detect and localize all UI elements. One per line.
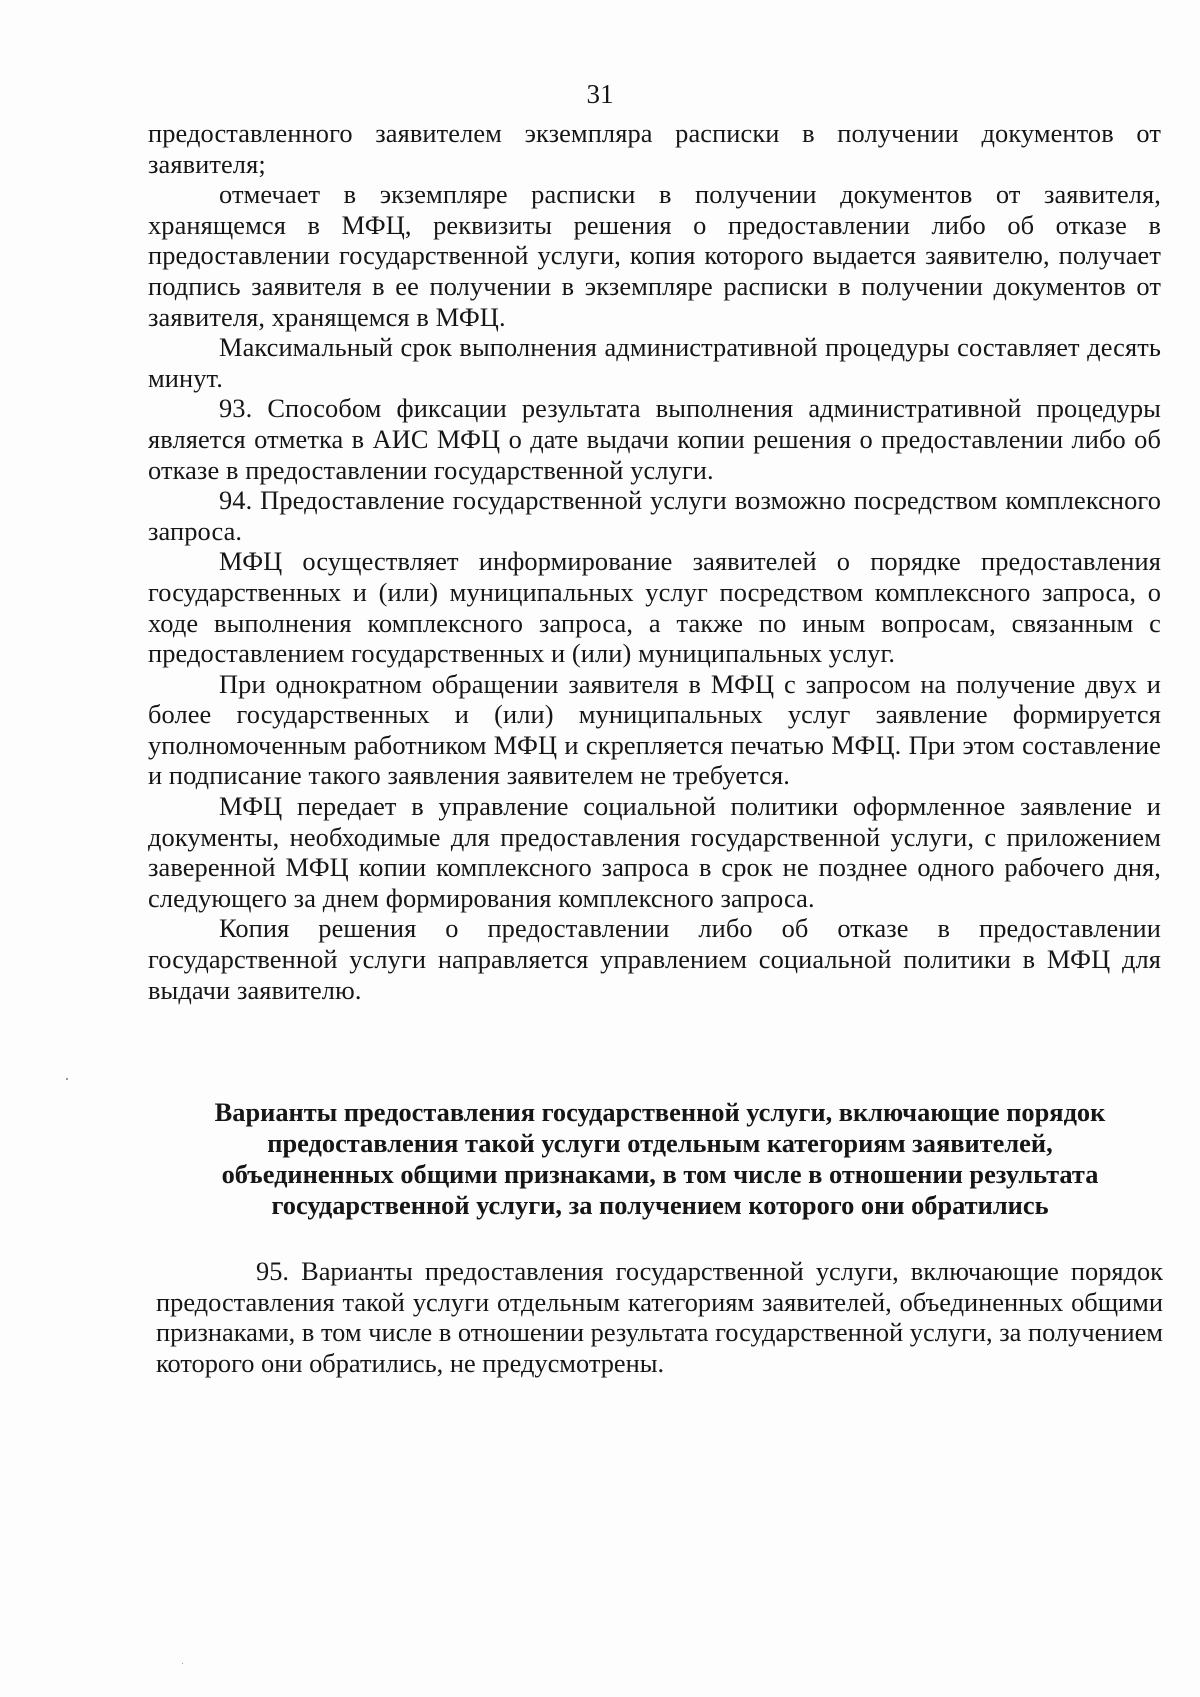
paragraph-decision-copy: Копия решения о предоставлении либо об отказе в предоставлении государственной услуги направляется управлением социальной политики в МФЦ для выдачи заявителю. — [148, 913, 1161, 1005]
paragraph-mfc-transfer: МФЦ передает в управление социальной политики оформленное заявление и документы, необходимые для предоставления государственной услуги, с приложением заверенной МФЦ копии комплексного запроса в срок не позднее одного рабочего дня, следующего за днем формирования комплексного запроса. — [148, 791, 1161, 913]
page-number: 31 — [586, 79, 614, 109]
scan-speck — [66, 1078, 68, 1080]
body-text — [148, 118, 1161, 1005]
paragraph-single-request: При однократном обращении заявителя в МФЦ с запросом на получение двух и более государственных и (или) муниципальных услуг заявление формируется уполномоченным работником МФЦ и скрепляется печатью МФЦ. При этом составление и подписание такого заявления заявителем не требуется. — [148, 668, 1161, 791]
final-text — [156, 1256, 1163, 1378]
paragraph-mfc-marks: отмечает в экземпляре расписки в получении документов от заявителя, хранящемся в МФЦ, реквизиты решения о предоставлении либо об отказе в предоставлении государственной услуги, копия которого выдается заявителю, получает подпись заявителя в ее получении в экземпляре расписки в получении документов от заявителя, хранящемся в МФЦ. — [148, 179, 1161, 332]
paragraph-max-duration: Максимальный срок выполнения административной процедуры составляет десять минут. — [148, 332, 1161, 393]
paragraph-mfc-informing: МФЦ осуществляет информирование заявителей о порядке предоставления государственных и (или) муниципальных услуг посредством комплексного запроса, о ходе выполнения комплексного запроса, а также по иным вопросам, связанным с предоставлением государственных и (или) муниципальных услуг. — [148, 546, 1161, 669]
paragraph-94: 94. Предоставление государственной услуги возможно посредством комплексного запроса. — [148, 485, 1161, 546]
paragraph-95: 95. Варианты предоставления государственной услуги, включающие порядок предоставления такой услуги отдельным категориям заявителей, объединенных общими признаками, в том числе в отношении результата государственной услуги, за получением которого они обратились, не предусмотрены. — [156, 1256, 1163, 1378]
heading-line: предоставления такой услуги отдельным категориям заявителей, — [267, 1128, 1053, 1158]
paragraph-93: 93. Способом фиксации результата выполнения административной процедуры является отметка в АИС МФЦ о дате выдачи копии решения о предоставлении либо об отказе в предоставлении государственной услуги. — [148, 393, 1161, 485]
heading-line: Варианты предоставления государственной услуги, включающие порядок — [214, 1097, 1106, 1127]
section-heading — [160, 1097, 1160, 1221]
paragraph-continuation: предоставленного заявителем экземпляра расписки в получении документов от заявителя; — [148, 118, 1161, 179]
scan-speck — [182, 1663, 183, 1664]
heading-line: государственной услуги, за получением которого они обратились — [271, 1190, 1049, 1220]
heading-line: объединенных общими признаками, в том числе в отношении результата — [221, 1159, 1099, 1189]
